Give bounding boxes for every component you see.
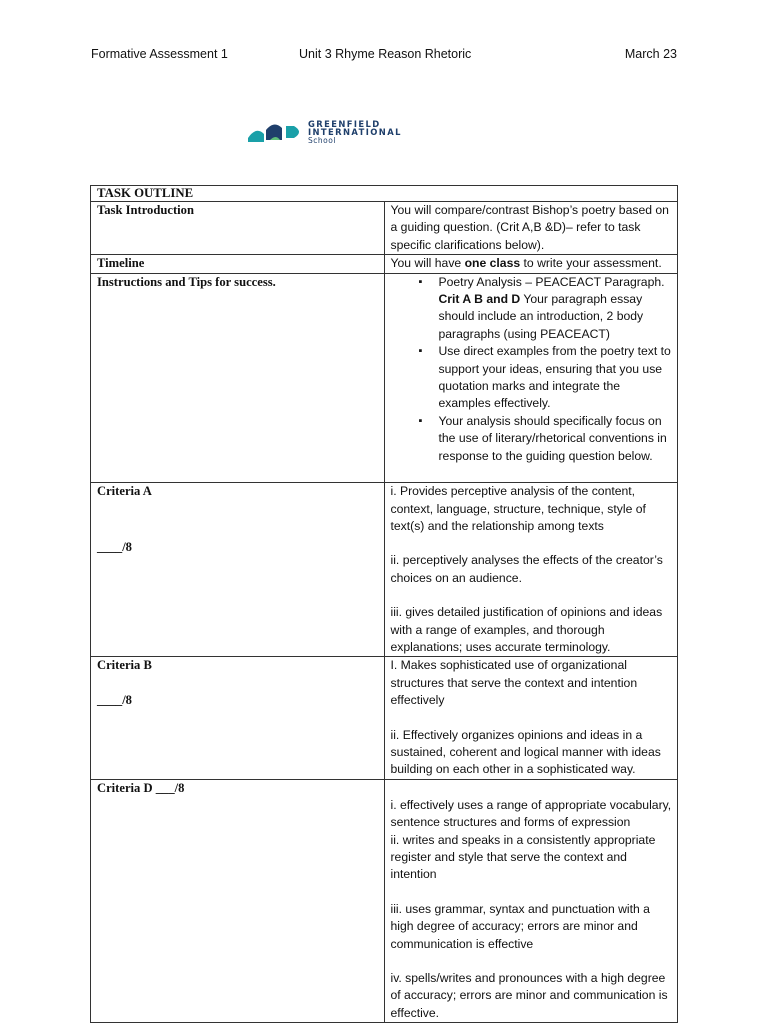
school-logo-icon xyxy=(246,118,306,146)
criteria-d-descriptor-iv: iv. spells/writes and pronounces with a high degree of accuracy; errors are minor and communication is effective. xyxy=(390,971,668,1020)
timeline-text xyxy=(384,255,678,273)
instruction-1-post: Your paragraph essay should include an introduction, 2 body paragraphs (using PEACEACT) xyxy=(438,292,644,341)
instruction-1-pre: Poetry Analysis – PEACEACT Paragraph. xyxy=(438,274,665,289)
criteria-d-descriptors xyxy=(384,779,678,1022)
table-row-criteria-d xyxy=(91,779,678,1022)
table-row-instructions xyxy=(91,273,678,482)
criteria-a-label: Criteria A xyxy=(97,484,152,499)
criteria-a-descriptor-i: i. Provides perceptive analysis of the content, context, language, structure, technique, style of text(s) and the relationship among texts xyxy=(390,484,646,533)
criteria-a-cell xyxy=(91,483,385,657)
instructions-list xyxy=(391,274,674,465)
timeline-text-post: to write your assessment. xyxy=(520,256,662,271)
instructions-label: Instructions and Tips for success. xyxy=(91,273,385,482)
task-outline-table xyxy=(90,185,678,1023)
logo-line-3: School xyxy=(308,135,336,145)
criteria-b-descriptors xyxy=(384,657,678,779)
criteria-a-score: ____/8 xyxy=(97,540,132,555)
school-logo-wordmark xyxy=(308,120,402,144)
timeline-text-bold: one class xyxy=(464,256,521,271)
timeline-text-pre: You will have xyxy=(390,256,465,271)
task-introduction-label: Task Introduction xyxy=(91,202,385,255)
criteria-b-descriptor-i: I. Makes sophisticated use of organizational structures that serve the context and intention effectively xyxy=(390,658,638,708)
table-row-criteria-a xyxy=(91,483,678,657)
criteria-d-descriptor-iii: iii. uses grammar, syntax and punctuation with a high degree of accuracy; errors are minor and communication is effective xyxy=(390,901,650,951)
instructions-content xyxy=(384,273,678,482)
task-introduction-text: You will compare/contrast Bishop’s poetry based on a guiding question. (Crit A,B &D)– refer to task specific clarifications below). xyxy=(384,202,678,255)
header-unit-title: Unit 3 Rhyme Reason Rhetoric xyxy=(299,47,472,61)
timeline-label: Timeline xyxy=(91,255,385,273)
table-title: TASK OUTLINE xyxy=(91,186,678,202)
school-logo xyxy=(246,112,456,152)
criteria-d-label: Criteria D ___/8 xyxy=(91,779,385,1022)
list-item: ▪ Your analysis should specifically focus on the use of literary/rhetorical conventions in response to the guiding question below. xyxy=(439,413,674,465)
header-assessment-title: Formative Assessment 1 xyxy=(91,47,228,61)
header-date: March 23 xyxy=(624,47,677,61)
table-title-row xyxy=(91,186,678,202)
logo-line-2: INTERNATIONAL xyxy=(308,127,402,138)
logo-line-1: GREENFIELD xyxy=(308,119,381,129)
table-row-criteria-b xyxy=(91,657,678,779)
criteria-b-score: ____/8 xyxy=(97,693,132,708)
criteria-b-descriptor-ii: ii. Effectively organizes opinions and ideas in a sustained, coherent and logical manner with ideas building on each other in a sophisticated way. xyxy=(390,727,661,777)
criteria-b-cell xyxy=(91,657,385,779)
table-row-timeline xyxy=(91,255,678,273)
criteria-d-descriptor-i: i. effectively uses a range of appropriate vocabulary, sentence structures and forms of expression xyxy=(390,797,672,830)
criteria-a-descriptor-ii: ii. perceptively analyses the effects of the creator’s choices on an audience. xyxy=(390,553,663,585)
criteria-d-descriptor-ii: ii. writes and speaks in a consistently appropriate register and style that serve the context and intention xyxy=(390,832,656,882)
list-item xyxy=(439,274,674,344)
criteria-b-label: Criteria B xyxy=(97,658,152,673)
instruction-1-bold: Crit A B and D xyxy=(438,292,521,307)
table-row-task-introduction xyxy=(91,202,678,255)
criteria-a-descriptor-iii: iii. gives detailed justification of opinions and ideas with a range of examples, and thorough explanations; uses accurate terminology. xyxy=(390,605,663,654)
list-item: ▪ Use direct examples from the poetry text to support your ideas, ensuring that you use quotation marks and integrate the examples effectively. xyxy=(439,343,674,413)
criteria-a-descriptors xyxy=(384,483,678,657)
